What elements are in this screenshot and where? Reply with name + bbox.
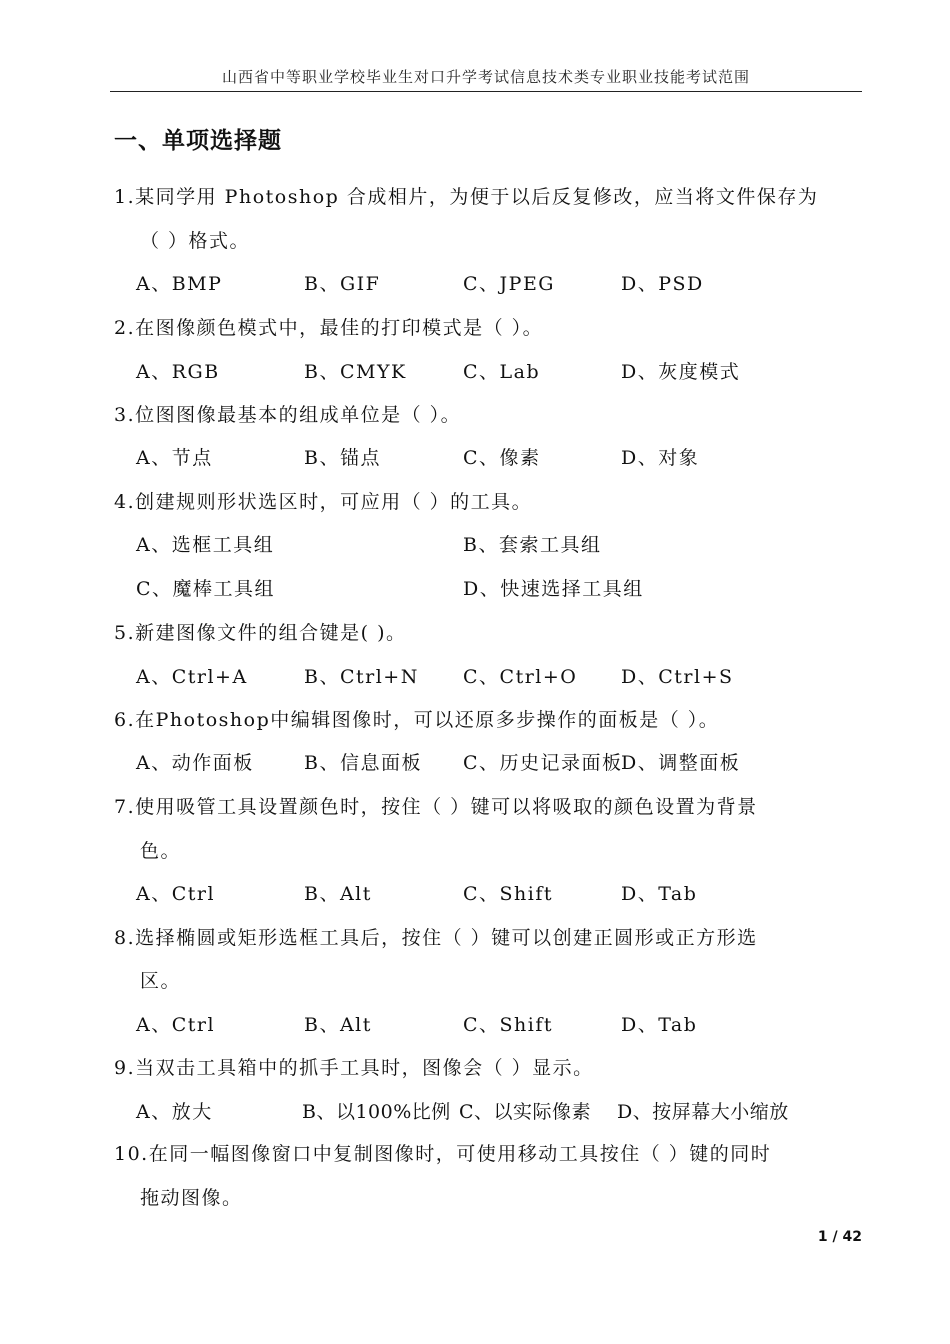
question-4-option-c: C、魔棒工具组 <box>136 578 276 600</box>
question-2-option-b: B、CMYK <box>304 361 407 383</box>
question-2-option-d: D、灰度模式 <box>621 361 741 383</box>
question-5-option-a: A、Ctrl+A <box>136 666 248 688</box>
page-number: 1 / 42 <box>817 1229 862 1245</box>
question-7-option-a: A、Ctrl <box>136 883 216 905</box>
question-8-option-b: B、Alt <box>304 1014 372 1036</box>
question-3-option-b: B、锚点 <box>304 447 381 469</box>
question-2-text: 2.在图像颜色模式中，最佳的打印模式是（ ）。 <box>114 317 544 339</box>
question-7-option-c: C、Shift <box>463 883 554 905</box>
question-6-text: 6.在Photoshop中编辑图像时，可以还原多步操作的面板是（ ）。 <box>114 709 720 731</box>
question-6-option-c: C、历史记录面板 <box>463 752 623 774</box>
question-2-option-c: C、Lab <box>463 361 541 383</box>
question-1-text-cont: （ ）格式。 <box>140 230 251 252</box>
question-10-text: 10.在同一幅图像窗口中复制图像时，可使用移动工具按住（ ）键的同时 <box>114 1143 772 1165</box>
question-4-text: 4.创建规则形状选区时，可应用（ ）的工具。 <box>114 491 533 513</box>
header-divider <box>110 91 862 92</box>
question-4-option-b: B、套索工具组 <box>463 534 602 556</box>
question-7-text-cont: 色。 <box>140 840 182 862</box>
question-4-option-d: D、快速选择工具组 <box>463 578 644 600</box>
question-3-option-d: D、对象 <box>621 447 700 469</box>
question-8-text-cont: 区。 <box>140 970 182 992</box>
question-8-text: 8.选择椭圆或矩形选框工具后，按住（ ）键可以创建正圆形或正方形选 <box>114 927 758 949</box>
question-5-text: 5.新建图像文件的组合键是( )。 <box>114 622 407 644</box>
question-9-option-b: B、以100%比例 <box>302 1101 451 1123</box>
question-8-option-c: C、Shift <box>463 1014 554 1036</box>
question-6-option-a: A、动作面板 <box>136 752 254 774</box>
question-6-option-b: B、信息面板 <box>304 752 422 774</box>
question-6-option-d: D、调整面板 <box>621 752 741 774</box>
question-5-option-b: B、Ctrl+N <box>304 666 419 688</box>
question-4-option-a: A、选框工具组 <box>136 534 275 556</box>
question-1-option-a: A、BMP <box>136 273 223 295</box>
question-10-text-cont: 拖动图像。 <box>140 1187 243 1209</box>
question-1-option-c: C、JPEG <box>463 273 555 295</box>
section-title: 一、单项选择题 <box>114 128 282 154</box>
page-header: 山西省中等职业学校毕业生对口升学考试信息技术类专业职业技能考试范围 <box>221 68 750 86</box>
question-3-text: 3.位图图像最基本的组成单位是（ ）。 <box>114 404 462 426</box>
question-2-option-a: A、RGB <box>136 361 220 383</box>
question-3-option-c: C、像素 <box>463 447 541 469</box>
question-9-option-a: A、放大 <box>136 1101 213 1123</box>
question-8-option-d: D、Tab <box>621 1014 698 1036</box>
question-8-option-a: A、Ctrl <box>136 1014 216 1036</box>
question-5-option-c: C、Ctrl+O <box>463 666 578 688</box>
question-9-option-c: C、以实际像素 <box>459 1101 592 1123</box>
question-3-option-a: A、节点 <box>136 447 213 469</box>
question-7-option-b: B、Alt <box>304 883 372 905</box>
question-7-option-d: D、Tab <box>621 883 698 905</box>
question-9-text: 9.当双击工具箱中的抓手工具时，图像会（ ）显示。 <box>114 1057 594 1079</box>
question-5-option-d: D、Ctrl+S <box>621 666 734 688</box>
question-7-text: 7.使用吸管工具设置颜色时，按住（ ）键可以将吸取的颜色设置为背景 <box>114 796 758 818</box>
question-9-option-d: D、按屏幕大小缩放 <box>617 1101 789 1123</box>
question-1-option-d: D、PSD <box>621 273 704 295</box>
question-1-text: 1.某同学用 Photoshop 合成相片，为便于以后反复修改，应当将文件保存为 <box>114 186 819 208</box>
question-1-option-b: B、GIF <box>304 273 381 295</box>
